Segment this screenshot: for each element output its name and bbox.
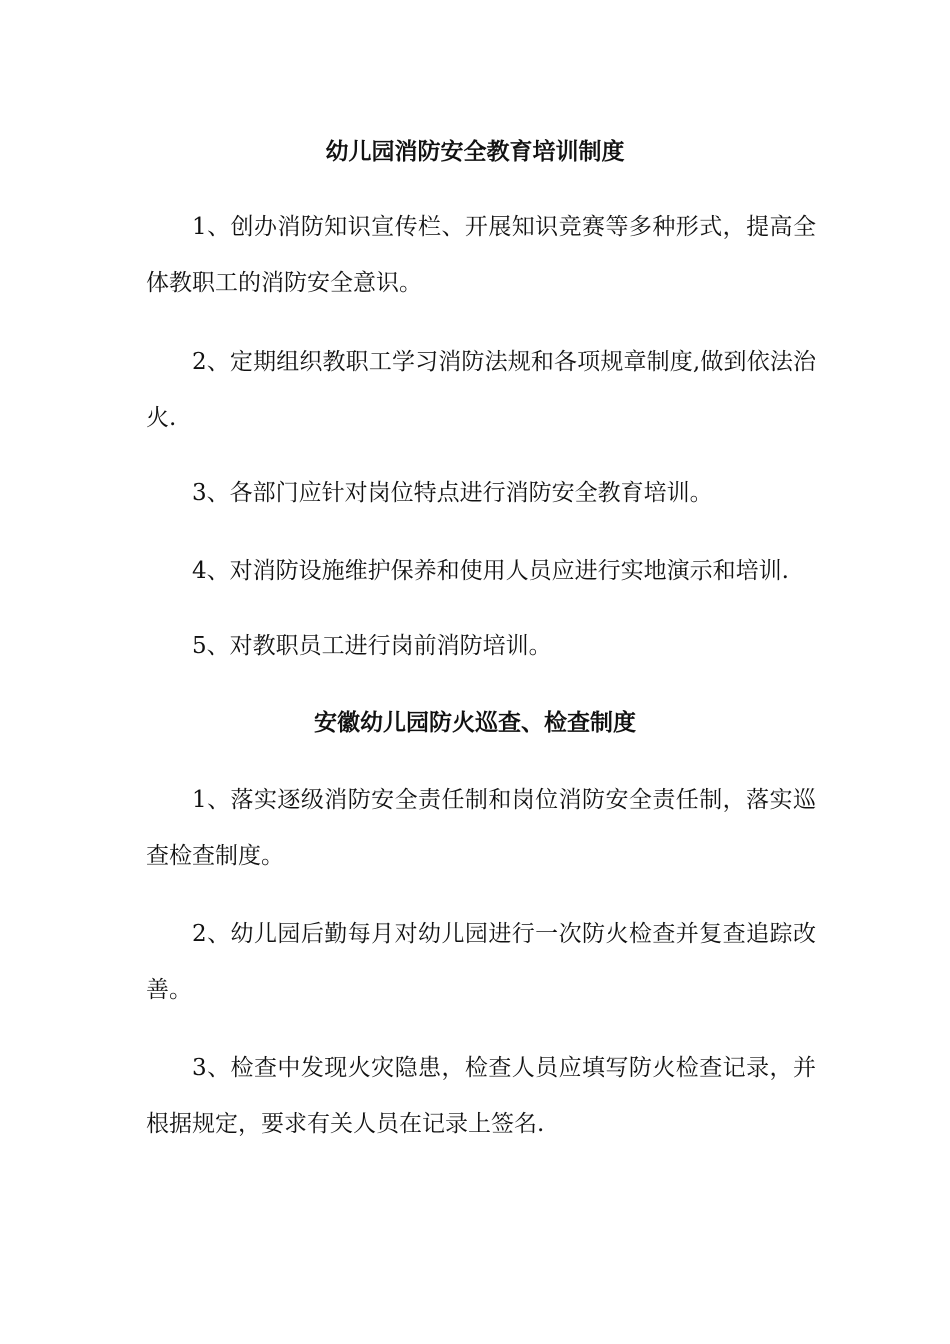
- training-item-1: 1、创办消防知识宣传栏、开展知识竞赛等多种形式，提高全体教职工的消防安全意识。: [146, 214, 816, 296]
- inspection-item-3: 3、检查中发现火灾隐患，检查人员应填写防火检查记录，并根据规定，要求有关人员在记录上签名.: [146, 1055, 816, 1137]
- training-item-3: 3、各部门应针对岗位特点进行消防安全教育培训。: [192, 480, 713, 506]
- section-title-fire-safety-training: 幼儿园消防安全教育培训制度: [325, 139, 625, 165]
- training-item-2: 2、定期组织教职工学习消防法规和各项规章制度,做到依法治火.: [146, 349, 816, 431]
- training-item-4: 4、对消防设施维护保养和使用人员应进行实地演示和培训.: [192, 558, 789, 584]
- training-item-5: 5、对教职员工进行岗前消防培训。: [192, 633, 552, 659]
- inspection-item-2: 2、幼儿园后勤每月对幼儿园进行一次防火检查并复查追踪改善。: [146, 921, 816, 1003]
- section-title-fire-patrol-inspection: 安徽幼儿园防火巡查、检查制度: [314, 710, 636, 736]
- inspection-item-1: 1、落实逐级消防安全责任制和岗位消防安全责任制，落实巡查检查制度。: [146, 787, 816, 869]
